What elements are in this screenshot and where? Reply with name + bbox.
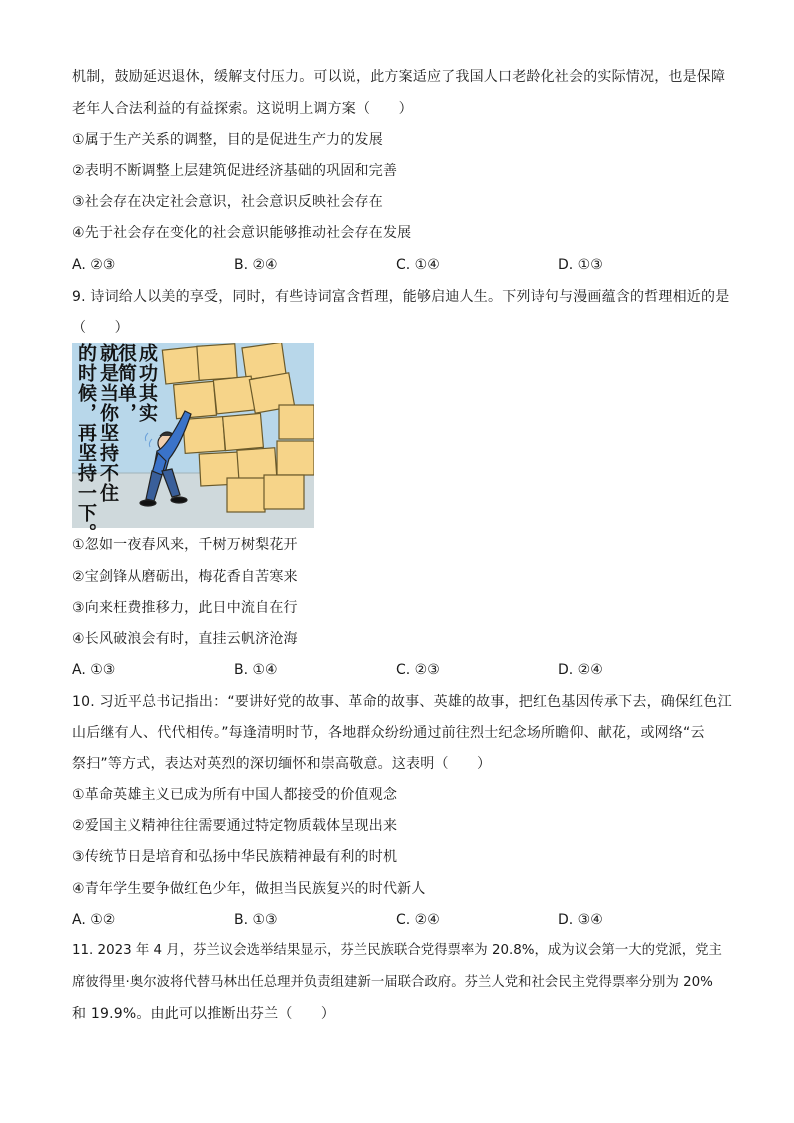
q9-statement-4: ④长风破浪会有时，直挂云帆济沧海 — [72, 631, 298, 647]
q11-stem-line-2: 席彼得里·奥尔波将代替马林出任总理并负责组建新一届联合政府。芬兰人党和社会民主党得票率分别为 20% — [72, 975, 713, 990]
comic-caption-col-2: 就是当你坚持不住 — [97, 343, 119, 503]
comic-caption-col-1: 很简单， — [115, 343, 137, 423]
q10-statement-3: ③传统节日是培育和弘扬中华民族精神最有利的时机 — [72, 849, 398, 865]
q8-stem-line-1: 机制，鼓励延迟退休，缓解支付压力。可以说，此方案适应了我国人口老龄化社会的实际情况，也是保障 — [72, 69, 726, 85]
q8-option-c[interactable]: C. ①④ — [396, 257, 440, 273]
q10-statement-2: ②爱国主义精神往往需要通过特定物质载体呈现出来 — [72, 818, 398, 834]
q10-statement-1: ①革命英雄主义已成为所有中国人都接受的价值观念 — [72, 787, 398, 803]
q8-statement-3: ③社会存在决定社会意识，社会意识反映社会存在 — [72, 194, 383, 210]
q8-option-d[interactable]: D. ①③ — [558, 257, 603, 273]
q9-stem-line-2: （ ） — [72, 320, 129, 336]
q10-options — [72, 910, 732, 930]
q8-option-b[interactable]: B. ②④ — [234, 257, 278, 273]
q9-option-a[interactable]: A. ①③ — [72, 662, 116, 678]
q9-options — [72, 660, 732, 680]
q9-statement-1: ①忽如一夜春风来，千树万树梨花开 — [72, 537, 298, 553]
q8-statement-2: ②表明不断调整上层建筑促进经济基础的巩固和完善 — [72, 163, 398, 179]
q8-stem-line-2: 老年人合法利益的有益探索。这说明上调方案（ ） — [72, 101, 413, 117]
q11-stem-line-1: 11. 2023 年 4 月，芬兰议会选举结果显示，芬兰民族联合党得票率为 20.8%，成为议会第一大的党派，党主 — [72, 943, 722, 958]
q10-option-b[interactable]: B. ①③ — [234, 912, 278, 928]
q10-option-c[interactable]: C. ②④ — [396, 912, 440, 928]
q10-stem-line-1: 10. 习近平总书记指出：“要讲好党的故事、革命的故事、英雄的故事，把红色基因传承下去，确保红色江 — [72, 694, 732, 710]
comic-caption-col-3: 的时候，再坚持一下。 — [75, 343, 97, 543]
q9-statement-3: ③向来枉费推移力，此日中流自在行 — [72, 600, 298, 616]
comic-caption-col-0: 成功其实 — [136, 343, 158, 423]
q8-options — [72, 255, 732, 275]
q9-statement-2: ②宝剑锋从磨砺出，梅花香自苦寒来 — [72, 569, 298, 585]
q10-option-a[interactable]: A. ①② — [72, 912, 116, 928]
q9-option-d[interactable]: D. ②④ — [558, 662, 603, 678]
q8-statement-4: ④先于社会存在变化的社会意识能够推动社会存在发展 — [72, 225, 412, 241]
q8-option-a[interactable]: A. ②③ — [72, 257, 116, 273]
q8-statement-1: ①属于生产关系的调整，目的是促进生产力的发展 — [72, 132, 383, 148]
q10-stem-line-3: 祭扫”等方式，表达对英烈的深切缅怀和崇高敬意。这表明（ ） — [72, 756, 492, 772]
q10-stem-line-2: 山后继有人、代代相传。”每逢清明时节，各地群众纷纷通过前往烈士纪念场所瞻仰、献花，或网络“云 — [72, 725, 705, 741]
q9-option-b[interactable]: B. ①④ — [234, 662, 278, 678]
q10-option-d[interactable]: D. ③④ — [558, 912, 603, 928]
q10-statement-4: ④青年学生要争做红色少年，做担当民族复兴的时代新人 — [72, 881, 426, 897]
q11-stem-line-3: 和 19.9%。由此可以推断出芬兰（ ） — [72, 1006, 336, 1022]
q9-stem-line-1: 9. 诗词给人以美的享受，同时，有些诗词富含哲理，能够启迪人生。下列诗句与漫画蕴含的哲理相近的是 — [72, 289, 730, 305]
q9-option-c[interactable]: C. ②③ — [396, 662, 440, 678]
